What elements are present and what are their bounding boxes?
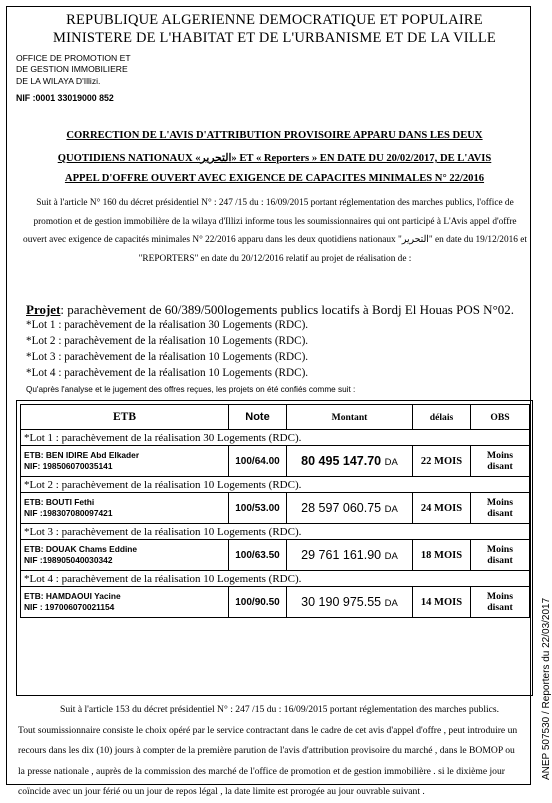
etb-nif: NIF :198307080097421 — [24, 508, 113, 518]
lot-4-line: *Lot 4 : parachèvement de la réalisation 10 Logements (RDC). — [26, 367, 309, 379]
amount-currency: DA — [384, 598, 398, 609]
delay-cell: 18 MOIS — [413, 540, 471, 571]
office-nif: NIF :0001 33019000 852 — [16, 93, 114, 103]
amount-value: 80 495 147.70 — [301, 454, 382, 468]
delay-cell: 24 MOIS — [413, 493, 471, 524]
lot-2-label: *Lot 2 : parachèvement de la réalisation 10 Logements (RDC). — [21, 477, 530, 493]
anep-side-note: ANEP 507530 / Reporters du 22/03/2017 — [541, 597, 552, 780]
amount-currency: DA — [384, 504, 398, 515]
table-header-row — [21, 405, 530, 430]
amount-cell — [287, 493, 413, 524]
etb-nif: NIF :198905040030342 — [24, 555, 113, 565]
amount-cell — [287, 540, 413, 571]
header-obs: OBS — [471, 405, 530, 430]
header-montant: Montant — [287, 405, 413, 430]
lot-4-label: *Lot 4 : parachèvement de la réalisation 10 Logements (RDC). — [21, 571, 530, 587]
obs-cell: Moins disant — [471, 540, 530, 571]
ministry-heading: MINISTERE DE L'HABITAT ET DE L'URBANISME ET DE LA VILLE — [53, 30, 496, 46]
delay-cell: 14 MOIS — [413, 587, 471, 618]
intro-paragraph: Suit à l'article N° 160 du décret présidentiel N° : 247 /15 du : 16/09/2015 portant réglementation des marches publics, l'office de promotion et de gestion immobilière de la wilaya d'Illizi informe tous les soumissionnaires qui ont participé à L'Avis appel d'offre ouvert avec exigence de capacités minimales N° 22/2016 apparu dans les deux quotidiens nationaux "التحرير" en date du 19/12/2016 et "REPORTERS" en date du 20/12/2016 relatif au projet de réalisation de : — [23, 198, 527, 265]
lot-1-line: *Lot 1 : parachèvement de la réalisation 30 Logements (RDC). — [26, 319, 309, 331]
amount-cell — [287, 587, 413, 618]
results-table — [20, 404, 530, 618]
delay-cell: 22 MOIS — [413, 446, 471, 477]
office-line-2: DE GESTION IMMOBILIERE — [16, 64, 128, 74]
amount-value: 29 761 161.90 — [301, 548, 382, 562]
amount-currency: DA — [384, 457, 398, 468]
table-row — [21, 587, 530, 618]
etb-cell — [21, 493, 229, 524]
appeal-paragraph: Suit à l'article 153 du décret présidentiel N° : 247 /15 du : 16/09/2015 portant réglementation des marches publics. Tout soumissionnaire consiste le choix opéré par le service contractant dans le cadre de cet avis d'appel d'offre , peut introduire un recours dans les dix (10) jours à compter de la première parution de l'avis d'attribution provisoire du marché , dans le BOMOP ou la presse nationale , auprès de la commission des marché de l'office de promotion et de gestion immobilière . si le dixième jour coïncide avec un jour férié ou un jour de repos légal , la date limite est prorogée au jour ouvrable suivant . — [18, 704, 518, 797]
obs-cell: Moins disant — [471, 587, 530, 618]
lot-2-line: *Lot 2 : parachèvement de la réalisation 10 Logements (RDC). — [26, 335, 309, 347]
header-delais: délais — [413, 405, 471, 430]
lot-3-line: *Lot 3 : parachèvement de la réalisation 10 Logements (RDC). — [26, 351, 309, 363]
lot-1-row — [21, 430, 530, 446]
etb-nif: NIF : 197006070021154 — [24, 602, 115, 612]
note-cell: 100/63.50 — [229, 540, 287, 571]
etb-cell — [21, 446, 229, 477]
lot-3-label: *Lot 3 : parachèvement de la réalisation 10 Logements (RDC). — [21, 524, 530, 540]
lot-2-row — [21, 477, 530, 493]
lot-1-label: *Lot 1 : parachèvement de la réalisation 30 Logements (RDC). — [21, 430, 530, 446]
lot-4-row — [21, 571, 530, 587]
amount-currency: DA — [384, 551, 398, 562]
amount-value: 30 190 975.55 — [301, 595, 382, 609]
table-row — [21, 540, 530, 571]
analysis-sentence: Qu'après l'analyse et le jugement des offres reçues, les projets on été confiés comme suit : — [26, 385, 356, 394]
etb-nif: NIF: 198506070035141 — [24, 461, 113, 471]
etb-name: ETB: BOUTI Fethi — [24, 497, 95, 507]
project-text: : parachèvement de 60/389/500logements publics locatifs à Bordj El Houas POS N°02. — [60, 302, 515, 317]
obs-cell: Moins disant — [471, 446, 530, 477]
note-cell: 100/90.50 — [229, 587, 287, 618]
project-label: Projet — [26, 302, 61, 317]
lot-3-row — [21, 524, 530, 540]
etb-cell — [21, 587, 229, 618]
note-cell: 100/64.00 — [229, 446, 287, 477]
header-note: Note — [229, 405, 287, 430]
etb-name: ETB: BEN IDIRE Abd Elkader — [24, 450, 140, 460]
header-etb: ETB — [21, 405, 229, 430]
table-row — [21, 446, 530, 477]
notice-title-line-3: APPEL D'OFFRE OUVERT AVEC EXIGENCE DE CAPACITES MINIMALES N° 22/2016 — [64, 173, 485, 184]
republic-heading: REPUBLIQUE ALGERIENNE DEMOCRATIQUE ET POPULAIRE — [66, 12, 483, 28]
etb-name: ETB: HAMDAOUI Yacine — [24, 591, 121, 601]
note-cell: 100/53.00 — [229, 493, 287, 524]
notice-title-line-1: CORRECTION DE L'AVIS D'ATTRIBUTION PROVISOIRE APPARU DANS LES DEUX — [66, 130, 483, 141]
obs-cell: Moins disant — [471, 493, 530, 524]
etb-name: ETB: DOUAK Chams Eddine — [24, 544, 138, 554]
etb-cell — [21, 540, 229, 571]
amount-cell — [287, 446, 413, 477]
notice-title-line-2: QUOTIDIENS NATIONAUX «التحرير» ET « Reporters » EN DATE DU 20/02/2017, DE L'AVIS — [57, 153, 492, 164]
office-line-1: OFFICE DE PROMOTION ET — [16, 53, 131, 63]
table-row — [21, 493, 530, 524]
amount-value: 28 597 060.75 — [301, 501, 382, 515]
project-line — [26, 302, 514, 318]
office-line-3: DE LA WILAYA D'Illizi. — [16, 76, 101, 86]
